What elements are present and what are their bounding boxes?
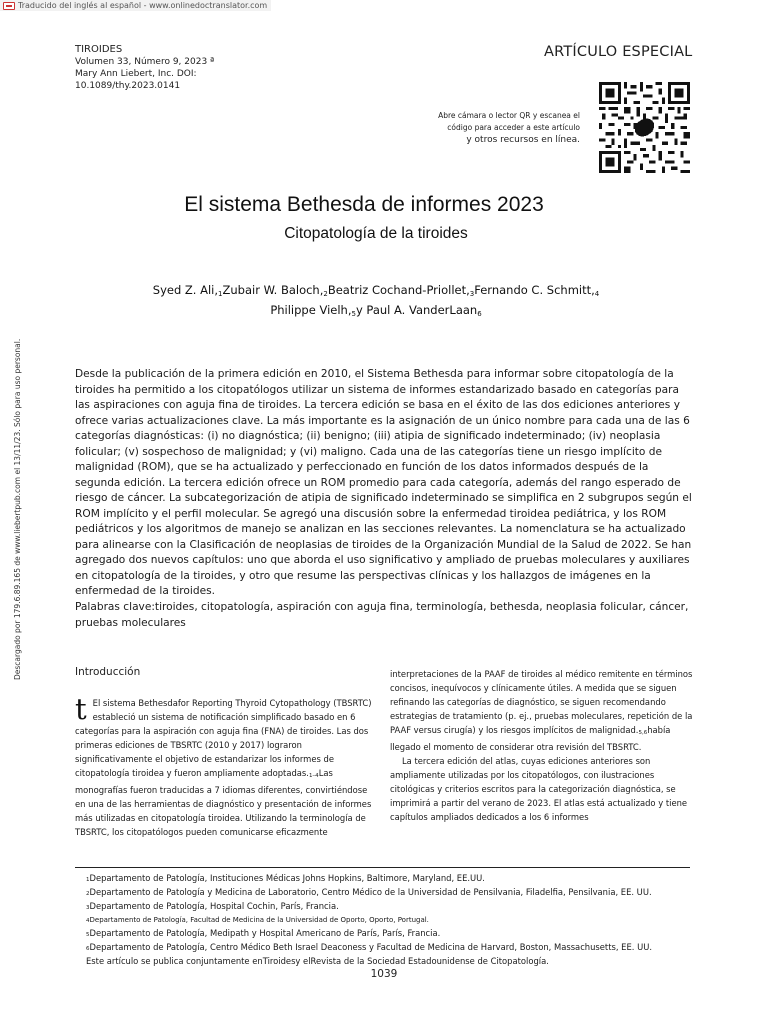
translator-banner[interactable] xyxy=(0,0,271,11)
section-heading: Introducción xyxy=(75,666,141,678)
author-name: Zubair W. Baloch, xyxy=(222,283,324,297)
journal-name: TIROIDES xyxy=(75,44,123,55)
footnote-divider xyxy=(75,867,690,868)
affiliation xyxy=(86,900,696,914)
download-watermark: Descargado por 179.6.89.165 de www.liebertpub.com el 13/11/23. Sólo para uso personal. xyxy=(13,338,22,680)
qr-code[interactable] xyxy=(599,82,690,173)
author-name: Syed Z. Ali, xyxy=(152,283,219,297)
journal-publisher: Mary Ann Liebert, Inc. DOI: xyxy=(75,69,197,79)
author-name: Beatriz Cochand-Priollet, xyxy=(327,283,470,297)
paragraph-text: El sistema Bethesdafor Reporting Thyroid Cytopathology (TBSRTC) estableció un sistema de notificación simplificado basado en 6 categorías para la aspiración con aguja fina (FNA) de tiroides. Las dos primeras ediciones de TBSRTC (2010 y 2017) lograron significativamente el objetivo de estandarizar los informes de citopatología tiroidea y fueron ampliamente adoptadas. xyxy=(75,698,372,778)
journal-info xyxy=(75,44,214,92)
page-number: 1039 xyxy=(370,968,398,980)
paragraph-text: había llegado el momento de considerar otra revisión del TBSRTC. xyxy=(390,725,671,752)
qr-caption xyxy=(420,110,580,146)
paragraph: La tercera edición del atlas, cuyas ediciones anteriores son ampliamente utilizadas por los citopatólogos, con ilustraciones citológicas y criterios escritos para la categorización diagnóstica, se imprimirá a partir del verano de 2023. El atlas está actualizado y tiene capítulos ampliados dedicados a los 6 informes xyxy=(390,756,688,822)
paragraph-text: Las monografías fueron traducidas a 7 idiomas diferentes, convirtiéndose en una de las herramientas de diagnóstico y presentación de informes más utilizadas en citopatología tiroidea. Utilizando la terminología de TBSRTC, los citopatólogos pueden comunicarse eficazmente xyxy=(75,768,372,837)
affiliation-number: 6 xyxy=(86,946,90,952)
publication-note: Este artículo se publica conjuntamente enTiroidesy elRevista de la Sociedad Estadounidense de Citopatología. xyxy=(86,956,549,966)
abstract: Desde la publicación de la primera edición en 2010, el Sistema Bethesda para informar sobre citopatología de la tiroides ha permitido a los citopatólogos utilizar un sistema de informes estandarizado basado en categorías para las aspiraciones con aguja fina de tiroides. La tercera edición se basa en el éxito de las dos ediciones anteriores y ofrece varias actualizaciones clave. La más importante es la asignación de un único nombre para cada una de las 6 categorías diagnósticas: (i) no diagnóstica; (ii) benigno; (iii) atipia de significado indeterminado; (iv) neoplasia folicular; (v) sospechoso de malignidad; y (vi) maligno. Cada una de las categorías tiene un riesgo implícito de malignidad (ROM), que se ha actualizado y perfeccionado en función de los datos informados después de la segunda edición. La tercera edición ofrece un ROM promedio para cada categoría, además del rango esperado de riesgo de cáncer. La subcategorización de atipia de significado indeterminado se simplifica en 2 subgrupos según el ROM implícito y el perfil molecular. Se agregó una discusión sobre la enfermedad tiroidea pediátrica, y los ROM pediátricos y los algoritmos de manejo se analizan en las secciones relevantes. La nomenclatura se ha actualizado para alinearse con la Clasificación de neoplasias de tiroides de la Organización Mundial de la Salud de 2022. Se han agregado dos nuevos capítulos: uno que aborda el uso significativo y ampliado de pruebas moleculares y auxiliares en citopatología de la tiroides, y otro que resume las perspectivas clínicas y los hallazgos de imágenes en la enfermedad de la tiroides. xyxy=(75,368,692,597)
affiliation-number: 6 xyxy=(477,310,482,318)
affiliation-number: 1 xyxy=(218,290,223,298)
qr-caption-line: código para acceder a este artículo xyxy=(447,123,580,132)
affiliation-number: 3 xyxy=(469,290,475,298)
author-name: Philippe Vielh, xyxy=(270,303,352,317)
affiliation xyxy=(86,927,696,941)
article-title: El sistema Bethesda de informes 2023 xyxy=(184,193,544,216)
keywords: Palabras clave:tiroides, citopatología, aspiración con aguja fina, terminología, bethesda, neoplasia folicular, cáncer, pruebas moleculares xyxy=(75,601,689,629)
citation[interactable]: 1–4 xyxy=(308,773,319,779)
affiliation-text: Departamento de Patología, Hospital Cochin, París, Francia. xyxy=(89,901,339,911)
affiliation-text: Departamento de Patología y Medicina de Laboratorio, Centro Médico de la Universidad de Pensilvania, Filadelfia, Pensilvania, EE. UU. xyxy=(89,887,652,897)
affiliation-text: Departamento de Patología, Medipath y Hospital Americano de París, París, Francia. xyxy=(89,928,441,938)
journal-volume: Volumen 33, Número 9, 2023 ª xyxy=(75,57,215,67)
affiliation-text: Departamento de Patología, Facultad de Medicina de la Universidad de Oporto, Oporto, Portugal. xyxy=(89,916,429,924)
affiliation-number: 5 xyxy=(86,932,90,938)
qr-caption-line: Abre cámara o lector QR y escanea el xyxy=(438,111,580,120)
author-line xyxy=(0,302,752,322)
author-name: y Paul A. VanderLaan xyxy=(355,303,478,317)
affiliation-number: 2 xyxy=(323,290,328,298)
affiliation xyxy=(86,941,696,955)
affiliation-number: 2 xyxy=(86,891,90,897)
affiliations xyxy=(86,872,696,967)
qr-caption-line: y otros recursos en línea. xyxy=(466,135,580,145)
citation[interactable]: 5,6 xyxy=(638,730,648,736)
body-column-left xyxy=(75,692,380,839)
article-type: ARTÍCULO ESPECIAL xyxy=(544,44,693,60)
affiliation xyxy=(86,886,696,900)
affiliation-number: 4 xyxy=(86,918,90,924)
affiliation xyxy=(86,914,696,927)
author-list xyxy=(0,282,752,322)
article-subtitle: Citopatología de la tiroides xyxy=(284,225,468,242)
journal-doi[interactable]: 10.1089/thy.2023.0141 xyxy=(75,81,181,91)
affiliation-number: 5 xyxy=(351,310,356,318)
author-name: Fernando C. Schmitt, xyxy=(474,283,595,297)
author-line xyxy=(0,282,752,302)
affiliation-text: Departamento de Patología, Instituciones Médicas Johns Hopkins, Baltimore, Maryland, EE.UU. xyxy=(89,873,485,883)
drop-cap: t xyxy=(75,692,87,726)
affiliation-text: Departamento de Patología, Centro Médico Beth Israel Deaconess y Facultad de Medicina de Harvard, Boston, Massachusetts, EE. UU. xyxy=(89,942,653,952)
body-column-right xyxy=(390,667,695,824)
paragraph-text: interpretaciones de la PAAF de tiroides al médico remitente en términos concisos, inequívocos y clínicamente útiles. A medida que se siguen refinando las categorías de diagnóstico, se siguen recomendando estrategias de tratamiento (p. ej., pruebas moleculares, repetición de la PAAF versus cirugía) y los riesgos implícitos de malignidad. xyxy=(390,669,693,735)
affiliation-number: 3 xyxy=(86,905,90,911)
paragraph xyxy=(390,667,695,754)
affiliation-number: 1 xyxy=(86,877,90,883)
translate-icon xyxy=(3,2,15,10)
affiliation-number: 4 xyxy=(594,290,600,298)
affiliation xyxy=(86,872,696,886)
translator-link-text[interactable]: Traducido del inglés al español - www.onlinedoctranslator.com xyxy=(18,1,268,10)
